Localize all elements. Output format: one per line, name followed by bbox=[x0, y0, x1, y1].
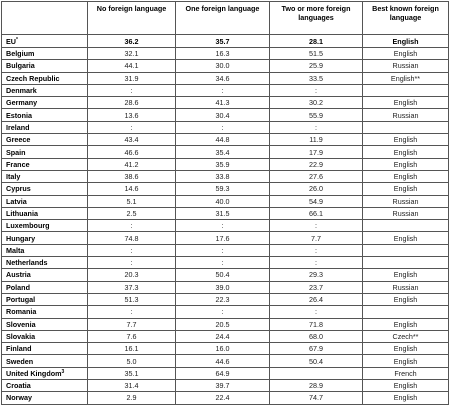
no-foreign-language-cell: 13.6 bbox=[88, 109, 176, 121]
one-foreign-language-cell: 59.3 bbox=[176, 183, 270, 195]
country-name: Austria bbox=[6, 270, 31, 280]
two-or-more-languages-cell: 67.9 bbox=[270, 343, 363, 355]
country-cell bbox=[2, 220, 88, 232]
one-foreign-language-cell: 34.6 bbox=[176, 72, 270, 84]
two-or-more-languages-cell: 33.5 bbox=[270, 72, 363, 84]
country-name: Sweden bbox=[6, 356, 34, 366]
two-or-more-languages-cell: 51.5 bbox=[270, 48, 363, 60]
country-cell bbox=[2, 269, 88, 281]
best-known-language-cell: English bbox=[363, 343, 449, 355]
best-known-language-cell: English bbox=[363, 48, 449, 60]
two-or-more-languages-cell: 28.1 bbox=[270, 35, 363, 48]
table-row bbox=[2, 35, 449, 48]
country-name: Romania bbox=[6, 307, 37, 317]
best-known-language-cell bbox=[363, 257, 449, 269]
header-best-known-language: Best known foreign language bbox=[363, 2, 449, 35]
header-country bbox=[2, 2, 88, 35]
country-name: Ireland bbox=[6, 122, 30, 132]
one-foreign-language-cell: 35.9 bbox=[176, 158, 270, 170]
one-foreign-language-cell: : bbox=[176, 121, 270, 133]
country-cell bbox=[2, 84, 88, 96]
no-foreign-language-cell: 2.9 bbox=[88, 392, 176, 404]
best-known-language-cell bbox=[363, 244, 449, 256]
no-foreign-language-cell: : bbox=[88, 220, 176, 232]
one-foreign-language-cell: 30.4 bbox=[176, 109, 270, 121]
no-foreign-language-cell: 35.1 bbox=[88, 367, 176, 379]
one-foreign-language-cell: 22.3 bbox=[176, 293, 270, 305]
table-row bbox=[2, 207, 449, 219]
country-name: Germany bbox=[6, 98, 38, 108]
country-name: Belgium bbox=[6, 49, 35, 59]
one-foreign-language-cell: 44.6 bbox=[176, 355, 270, 367]
two-or-more-languages-cell: 71.8 bbox=[270, 318, 363, 330]
two-or-more-languages-cell: 25.9 bbox=[270, 60, 363, 72]
best-known-language-cell bbox=[363, 121, 449, 133]
country-name: Estonia bbox=[6, 110, 32, 120]
two-or-more-languages-cell: 30.2 bbox=[270, 97, 363, 109]
country-name: Spain bbox=[6, 147, 26, 157]
best-known-language-cell: English bbox=[363, 269, 449, 281]
table-row bbox=[2, 257, 449, 269]
country-cell bbox=[2, 380, 88, 392]
country-name: Italy bbox=[6, 172, 21, 182]
country-cell bbox=[2, 121, 88, 133]
two-or-more-languages-cell: : bbox=[270, 220, 363, 232]
no-foreign-language-cell: 28.6 bbox=[88, 97, 176, 109]
table-row bbox=[2, 306, 449, 318]
no-foreign-language-cell: 41.2 bbox=[88, 158, 176, 170]
country-cell bbox=[2, 281, 88, 293]
table-row bbox=[2, 330, 449, 342]
header-row bbox=[2, 2, 449, 35]
country-name: Slovakia bbox=[6, 331, 36, 341]
country-cell bbox=[2, 306, 88, 318]
one-foreign-language-cell: : bbox=[176, 257, 270, 269]
country-cell bbox=[2, 293, 88, 305]
two-or-more-languages-cell: 27.6 bbox=[270, 170, 363, 182]
country-cell bbox=[2, 343, 88, 355]
best-known-language-cell: Russian bbox=[363, 281, 449, 293]
two-or-more-languages-cell: : bbox=[270, 244, 363, 256]
table-row bbox=[2, 355, 449, 367]
country-name: Malta bbox=[6, 245, 25, 255]
one-foreign-language-cell: 17.6 bbox=[176, 232, 270, 244]
country-cell bbox=[2, 72, 88, 84]
no-foreign-language-cell: : bbox=[88, 244, 176, 256]
two-or-more-languages-cell: 22.9 bbox=[270, 158, 363, 170]
country-name: Slovenia bbox=[6, 319, 36, 329]
no-foreign-language-cell: 51.3 bbox=[88, 293, 176, 305]
two-or-more-languages-cell: 54.9 bbox=[270, 195, 363, 207]
best-known-language-cell: Russian bbox=[363, 207, 449, 219]
two-or-more-languages-cell: 68.0 bbox=[270, 330, 363, 342]
table-row bbox=[2, 281, 449, 293]
no-foreign-language-cell: 2.5 bbox=[88, 207, 176, 219]
best-known-language-cell: English bbox=[363, 392, 449, 404]
table-row bbox=[2, 232, 449, 244]
no-foreign-language-cell: : bbox=[88, 121, 176, 133]
country-name: Hungary bbox=[6, 233, 36, 243]
one-foreign-language-cell: : bbox=[176, 84, 270, 96]
no-foreign-language-cell: : bbox=[88, 84, 176, 96]
two-or-more-languages-cell: 55.9 bbox=[270, 109, 363, 121]
country-name: Norway bbox=[6, 393, 32, 403]
best-known-language-cell bbox=[363, 220, 449, 232]
table-row bbox=[2, 269, 449, 281]
one-foreign-language-cell: 50.4 bbox=[176, 269, 270, 281]
no-foreign-language-cell: : bbox=[88, 306, 176, 318]
table-row bbox=[2, 60, 449, 72]
country-cell bbox=[2, 207, 88, 219]
country-cell bbox=[2, 330, 88, 342]
best-known-language-cell: Russian bbox=[363, 195, 449, 207]
two-or-more-languages-cell: : bbox=[270, 84, 363, 96]
one-foreign-language-cell: : bbox=[176, 220, 270, 232]
no-foreign-language-cell: 43.4 bbox=[88, 134, 176, 146]
one-foreign-language-cell: 20.5 bbox=[176, 318, 270, 330]
two-or-more-languages-cell: 29.3 bbox=[270, 269, 363, 281]
header-no-foreign-language: No foreign language bbox=[88, 2, 176, 35]
table-row bbox=[2, 109, 449, 121]
table-row bbox=[2, 72, 449, 84]
one-foreign-language-cell: 64.9 bbox=[176, 367, 270, 379]
country-name: Portugal bbox=[6, 295, 36, 305]
country-cell bbox=[2, 367, 88, 379]
country-name: France bbox=[6, 159, 30, 169]
no-foreign-language-cell: 37.3 bbox=[88, 281, 176, 293]
country-cell bbox=[2, 134, 88, 146]
table-row bbox=[2, 220, 449, 232]
country-cell bbox=[2, 318, 88, 330]
one-foreign-language-cell: 16.3 bbox=[176, 48, 270, 60]
country-cell bbox=[2, 257, 88, 269]
country-cell bbox=[2, 392, 88, 404]
no-foreign-language-cell: 20.3 bbox=[88, 269, 176, 281]
country-name: Netherlands bbox=[6, 258, 48, 268]
header-one-foreign-language: One foreign language bbox=[176, 2, 270, 35]
best-known-language-cell: English** bbox=[363, 72, 449, 84]
country-name: Czech Republic bbox=[6, 73, 60, 83]
one-foreign-language-cell: 24.4 bbox=[176, 330, 270, 342]
no-foreign-language-cell: 7.6 bbox=[88, 330, 176, 342]
no-foreign-language-cell: 32.1 bbox=[88, 48, 176, 60]
country-cell bbox=[2, 232, 88, 244]
best-known-language-cell: English bbox=[363, 318, 449, 330]
table-row bbox=[2, 170, 449, 182]
two-or-more-languages-cell: 66.1 bbox=[270, 207, 363, 219]
no-foreign-language-cell: 14.6 bbox=[88, 183, 176, 195]
two-or-more-languages-cell: 11.9 bbox=[270, 134, 363, 146]
one-foreign-language-cell: 30.0 bbox=[176, 60, 270, 72]
country-cell bbox=[2, 146, 88, 158]
no-foreign-language-cell: 46.6 bbox=[88, 146, 176, 158]
best-known-language-cell: English bbox=[363, 134, 449, 146]
country-name: Greece bbox=[6, 135, 31, 145]
country-name: United Kingdom bbox=[6, 368, 62, 378]
one-foreign-language-cell: 39.7 bbox=[176, 380, 270, 392]
no-foreign-language-cell: 16.1 bbox=[88, 343, 176, 355]
one-foreign-language-cell: 22.4 bbox=[176, 392, 270, 404]
country-cell bbox=[2, 35, 88, 48]
no-foreign-language-cell: : bbox=[88, 257, 176, 269]
country-name: Lithuania bbox=[6, 209, 38, 218]
one-foreign-language-cell: 33.8 bbox=[176, 170, 270, 182]
footnote-marker: * bbox=[16, 36, 18, 43]
best-known-language-cell: English bbox=[363, 35, 449, 48]
one-foreign-language-cell: 41.3 bbox=[176, 97, 270, 109]
no-foreign-language-cell: 31.9 bbox=[88, 72, 176, 84]
table-row bbox=[2, 343, 449, 355]
best-known-language-cell: English bbox=[363, 183, 449, 195]
two-or-more-languages-cell: : bbox=[270, 257, 363, 269]
two-or-more-languages-cell: 26.0 bbox=[270, 183, 363, 195]
table-body bbox=[2, 35, 449, 405]
table-row bbox=[2, 392, 449, 404]
two-or-more-languages-cell: 17.9 bbox=[270, 146, 363, 158]
country-name: Denmark bbox=[6, 86, 37, 96]
no-foreign-language-cell: 5.0 bbox=[88, 355, 176, 367]
best-known-language-cell: English bbox=[363, 170, 449, 182]
best-known-language-cell: English bbox=[363, 232, 449, 244]
best-known-language-cell: English bbox=[363, 380, 449, 392]
best-known-language-cell: English bbox=[363, 293, 449, 305]
table-row bbox=[2, 293, 449, 305]
one-foreign-language-cell: 35.7 bbox=[176, 35, 270, 48]
country-cell bbox=[2, 183, 88, 195]
best-known-language-cell: Russian bbox=[363, 109, 449, 121]
table-row bbox=[2, 183, 449, 195]
best-known-language-cell: English bbox=[363, 158, 449, 170]
one-foreign-language-cell: : bbox=[176, 306, 270, 318]
country-name: Latvia bbox=[6, 196, 27, 206]
table-row bbox=[2, 48, 449, 60]
one-foreign-language-cell: : bbox=[176, 244, 270, 256]
no-foreign-language-cell: 7.7 bbox=[88, 318, 176, 330]
two-or-more-languages-cell: 26.4 bbox=[270, 293, 363, 305]
no-foreign-language-cell: 31.4 bbox=[88, 380, 176, 392]
one-foreign-language-cell: 39.0 bbox=[176, 281, 270, 293]
country-cell bbox=[2, 97, 88, 109]
two-or-more-languages-cell bbox=[270, 367, 363, 379]
no-foreign-language-cell: 74.8 bbox=[88, 232, 176, 244]
one-foreign-language-cell: 40.0 bbox=[176, 195, 270, 207]
country-name: Luxembourg bbox=[6, 221, 50, 231]
country-name: Croatia bbox=[6, 381, 31, 391]
best-known-language-cell: French bbox=[363, 367, 449, 379]
best-known-language-cell: Czech** bbox=[363, 330, 449, 342]
best-known-language-cell: English bbox=[363, 146, 449, 158]
two-or-more-languages-cell: 23.7 bbox=[270, 281, 363, 293]
no-foreign-language-cell: 5.1 bbox=[88, 195, 176, 207]
two-or-more-languages-cell: : bbox=[270, 121, 363, 133]
one-foreign-language-cell: 16.0 bbox=[176, 343, 270, 355]
two-or-more-languages-cell: 7.7 bbox=[270, 232, 363, 244]
table-row bbox=[2, 121, 449, 133]
table-row bbox=[2, 318, 449, 330]
table-row bbox=[2, 367, 449, 379]
no-foreign-language-cell: 44.1 bbox=[88, 60, 176, 72]
country-cell bbox=[2, 48, 88, 60]
no-foreign-language-cell: 36.2 bbox=[88, 35, 176, 48]
one-foreign-language-cell: 31.5 bbox=[176, 207, 270, 219]
best-known-language-cell: English bbox=[363, 355, 449, 367]
footnote-marker: 3 bbox=[61, 368, 65, 375]
country-cell bbox=[2, 158, 88, 170]
table-row bbox=[2, 134, 449, 146]
best-known-language-cell bbox=[363, 306, 449, 318]
best-known-language-cell: English bbox=[363, 97, 449, 109]
best-known-language-cell bbox=[363, 84, 449, 96]
no-foreign-language-cell: 38.6 bbox=[88, 170, 176, 182]
country-name: Cyprus bbox=[6, 184, 31, 194]
table-row bbox=[2, 84, 449, 96]
table-row bbox=[2, 158, 449, 170]
header-two-or-more-languages: Two or more foreign languages bbox=[270, 2, 363, 35]
country-cell bbox=[2, 60, 88, 72]
country-cell bbox=[2, 195, 88, 207]
country-name: EU bbox=[6, 36, 16, 46]
language-skills-table bbox=[1, 1, 449, 405]
one-foreign-language-cell: 44.8 bbox=[176, 134, 270, 146]
country-name: Bulgaria bbox=[6, 61, 35, 71]
two-or-more-languages-cell: 50.4 bbox=[270, 355, 363, 367]
table-row bbox=[2, 380, 449, 392]
two-or-more-languages-cell: 28.9 bbox=[270, 380, 363, 392]
country-cell bbox=[2, 355, 88, 367]
table-row bbox=[2, 146, 449, 158]
one-foreign-language-cell: 35.4 bbox=[176, 146, 270, 158]
table-header bbox=[2, 2, 449, 35]
country-cell bbox=[2, 170, 88, 182]
country-name: Poland bbox=[6, 282, 30, 292]
best-known-language-cell: Russian bbox=[363, 60, 449, 72]
table-row bbox=[2, 195, 449, 207]
country-cell bbox=[2, 109, 88, 121]
country-name: Finland bbox=[6, 344, 32, 354]
table-row bbox=[2, 244, 449, 256]
two-or-more-languages-cell: 74.7 bbox=[270, 392, 363, 404]
country-cell bbox=[2, 244, 88, 256]
table-row bbox=[2, 97, 449, 109]
two-or-more-languages-cell: : bbox=[270, 306, 363, 318]
